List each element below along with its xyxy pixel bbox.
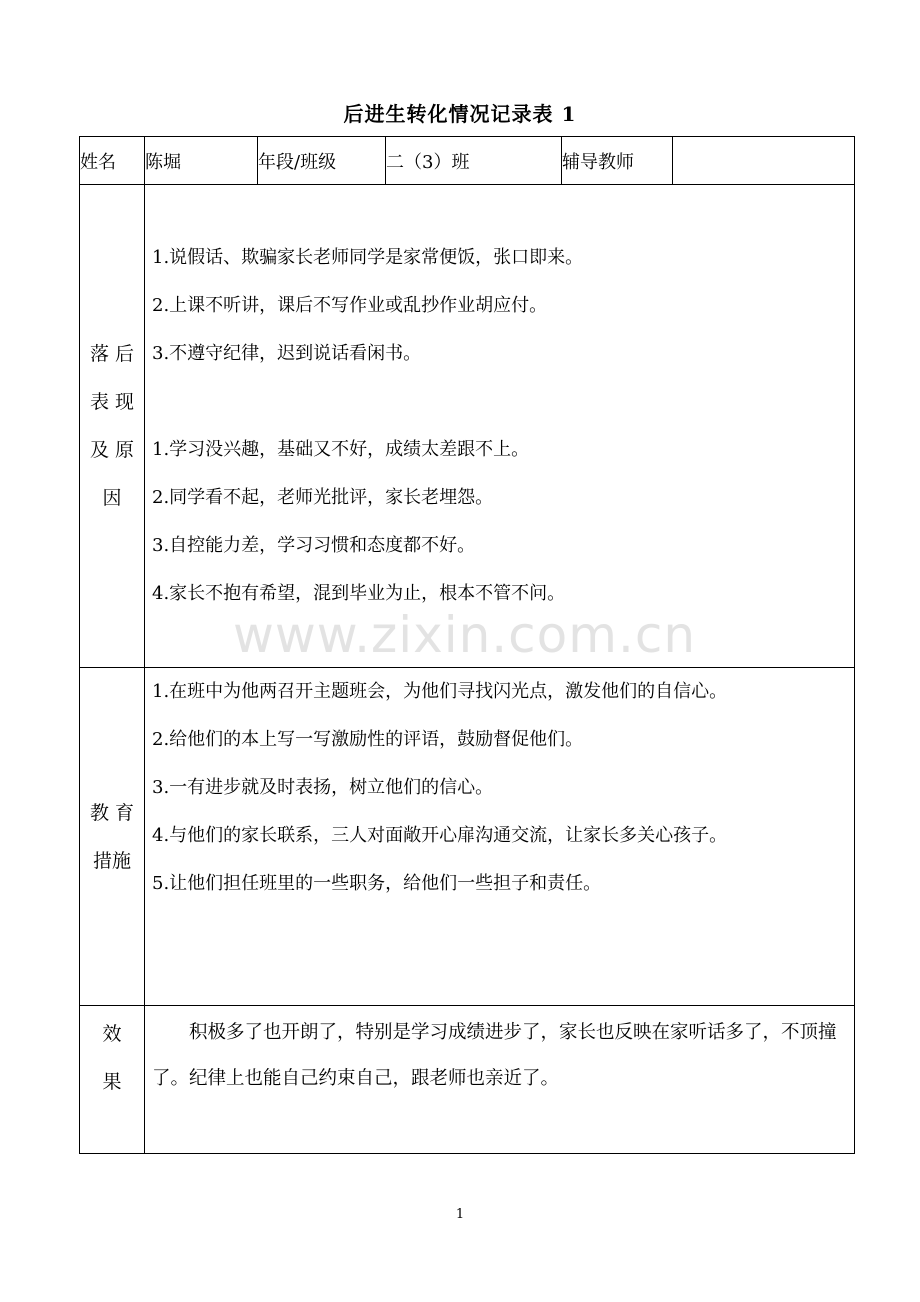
effect-label-char: 果 [102,1071,122,1093]
list-item: 3.自控能力差，学习习惯和态度都不好。 [152,535,476,556]
effect-text: 积极多了也开朗了，特别是学习成绩进步了，家长也反映在家听话多了，不顶撞了。纪律上也能自己约束自己，跟老师也亲近了。 [152,1022,837,1089]
list-item: 1.学习没兴趣，基础又不好，成绩太差跟不上。 [152,439,530,460]
name-label: 姓名 [80,137,145,185]
performance-label-char: 落 后 [89,343,135,365]
measures-row [80,668,855,1006]
performance-row [80,185,855,668]
grade-value: 二（3）班 [386,137,562,185]
list-item: 1.说假话、欺骗家长老师同学是家常便饭，张口即来。 [152,247,584,268]
teacher-value [673,137,855,185]
effect-label [80,1006,145,1154]
measures-label-char: 措施 [92,849,131,872]
performance-label-char: 表 现 [89,391,135,413]
effect-label-char: 效 [102,1023,122,1045]
list-item: 4.与他们的家长联系，三人对面敞开心扉沟通交流，让家长多关心孩子。 [152,825,728,846]
list-item: 3.一有进步就及时表扬，树立他们的信心。 [152,777,494,798]
document-title: 后进生转化情况记录表 1 [343,102,577,126]
page-number: 1 [455,1207,465,1222]
teacher-label: 辅导教师 [562,137,673,185]
performance-label-char: 及 原 [89,439,135,461]
performance-label [80,185,145,668]
header-row [80,137,855,185]
measures-label [80,668,145,1006]
grade-label: 年段/班级 [258,137,386,185]
list-item: 5.让他们担任班里的一些职务，给他们一些担子和责任。 [152,873,602,894]
performance-label-char: 因 [102,487,122,509]
list-item: 2.上课不听讲，课后不写作业或乱抄作业胡应付。 [152,295,548,316]
measures-label-char: 教 育 [89,801,135,824]
name-value: 陈堀 [145,137,258,185]
list-item: 3.不遵守纪律，迟到说话看闲书。 [152,343,422,364]
list-item: 1.在班中为他两召开主题班会，为他们寻找闪光点，激发他们的自信心。 [152,681,728,702]
effect-row [80,1006,855,1154]
effect-content [145,1006,855,1154]
performance-content [145,185,855,668]
watermark: www.zixin.com.cn [233,606,697,664]
list-item: 4.家长不抱有希望，混到毕业为止，根本不管不问。 [152,583,566,604]
list-item: 2.给他们的本上写一写激励性的评语，鼓励督促他们。 [152,729,584,750]
measures-content [145,668,855,1006]
list-item: 2.同学看不起，老师光批评，家长老埋怨。 [152,487,494,508]
